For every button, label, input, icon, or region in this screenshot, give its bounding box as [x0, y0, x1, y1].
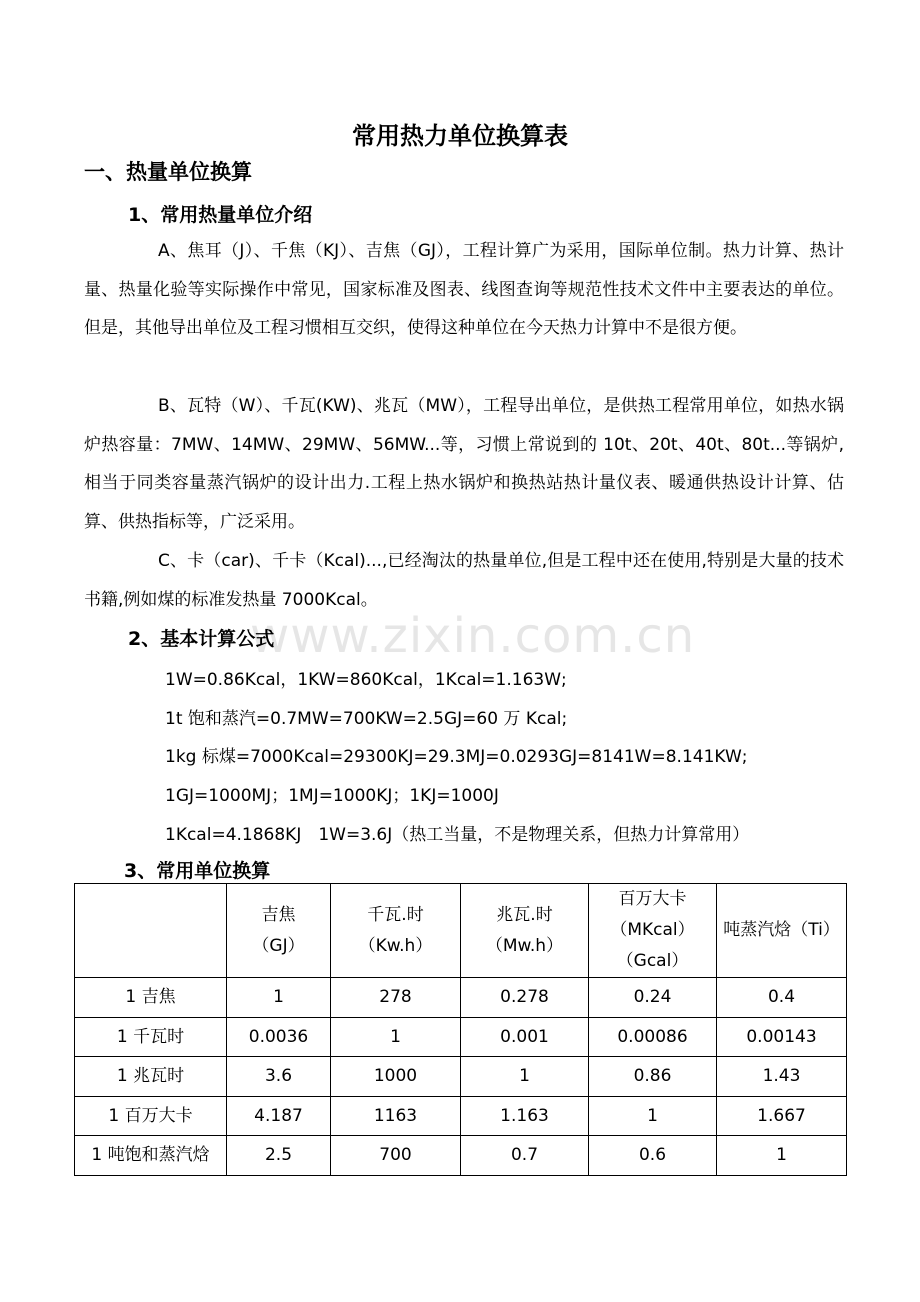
table-cell: 0.278: [461, 978, 589, 1018]
table-row-label: 1 兆瓦时: [75, 1057, 227, 1097]
subheading-formulas: 2、基本计算公式: [128, 628, 275, 650]
table-cell: 0.00143: [717, 1018, 847, 1057]
formula-line: 1kg 标煤=7000Kcal=29300KJ=29.3MJ=0.0293GJ=8141W=8.141KW;: [165, 747, 748, 767]
formula-line: 1Kcal=4.1868KJ 1W=3.6J（热工当量，不是物理关系，但热力计算常用）: [165, 825, 750, 845]
table-cell: 1: [589, 1097, 717, 1136]
table-cell: 0.0036: [227, 1018, 331, 1057]
table-cell: 700: [331, 1136, 461, 1176]
table-row: [75, 978, 847, 1018]
table-header-row: [75, 884, 847, 978]
unit-conversion-table: [74, 883, 847, 1176]
table-cell: 0.7: [461, 1136, 589, 1176]
paragraph-a: A、焦耳（J）、千焦（KJ）、吉焦（GJ），工程计算广为采用，国际单位制。热力计算、热计量、热量化验等实际操作中常见，国家标准及图表、线图查询等规范性技术文件中主要表达的单位。但是，其他导出单位及工程习惯相互交织，使得这种单位在今天热力计算中不是很方便。: [84, 241, 844, 338]
document-title: 常用热力单位换算表: [352, 122, 568, 150]
paragraph-c: C、卡（car)、千卡（Kcal)...,已经淘汰的热量单位,但是工程中还在使用,特别是大量的技术书籍,例如煤的标准发热量 7000Kcal。: [84, 551, 844, 610]
table-cell: 0.4: [717, 978, 847, 1018]
table-cell: 1163: [331, 1097, 461, 1136]
table-row: [75, 1018, 847, 1057]
table-cell: 0.86: [589, 1057, 717, 1097]
table-cell: 0.001: [461, 1018, 589, 1057]
subheading-conversion-table: 3、常用单位换算: [124, 860, 271, 882]
table-row: [75, 1097, 847, 1136]
table-row: [75, 1136, 847, 1176]
table-cell: 0.6: [589, 1136, 717, 1176]
table-header-cell: 吨蒸汽焓（Ti）: [717, 884, 847, 978]
formula-line: 1W=0.86Kcal，1KW=860Kcal，1Kcal=1.163W;: [165, 670, 567, 690]
formula-line: 1GJ=1000MJ；1MJ=1000KJ；1KJ=1000J: [165, 786, 499, 806]
table-header-cell-empty: [75, 884, 227, 978]
table-header-cell: 吉焦 （GJ）: [227, 884, 331, 978]
table-row-label: 1 吨饱和蒸汽焓: [75, 1136, 227, 1176]
table-cell: 2.5: [227, 1136, 331, 1176]
table-cell: 1.43: [717, 1057, 847, 1097]
table-cell: 1000: [331, 1057, 461, 1097]
table-row-label: 1 百万大卡: [75, 1097, 227, 1136]
table-cell: 278: [331, 978, 461, 1018]
watermark: www.zixin.com.cn: [250, 608, 696, 664]
table-cell: 0.00086: [589, 1018, 717, 1057]
table-cell: 0.24: [589, 978, 717, 1018]
table-cell: 4.187: [227, 1097, 331, 1136]
table-cell: 1.163: [461, 1097, 589, 1136]
table-header-cell: 兆瓦.时 （Mw.h）: [461, 884, 589, 978]
table-cell: 3.6: [227, 1057, 331, 1097]
table-row-label: 1 吉焦: [75, 978, 227, 1018]
table-cell: 1: [331, 1018, 461, 1057]
subheading-common-units: 1、常用热量单位介绍: [128, 204, 313, 226]
section-heading-heat-units: 一、热量单位换算: [84, 160, 252, 184]
table-row-label: 1 千瓦时: [75, 1018, 227, 1057]
table-header-cell: 百万大卡 （MKcal） （Gcal）: [589, 884, 717, 978]
table-cell: 1: [227, 978, 331, 1018]
table-header-cell: 千瓦.时 （Kw.h）: [331, 884, 461, 978]
formula-line: 1t 饱和蒸汽=0.7MW=700KW=2.5GJ=60 万 Kcal;: [165, 709, 568, 729]
table-cell: 1: [461, 1057, 589, 1097]
paragraph-b: B、瓦特（W）、千瓦(KW)、兆瓦（MW），工程导出单位，是供热工程常用单位，如热水锅炉热容量：7MW、14MW、29MW、56MW...等，习惯上常说到的 10t、20t、40t、80t...等锅炉,相当于同类容量蒸汽锅炉的设计出力.工程上热水锅炉和换热站热计量仪表、暖通供热设计计算、估算、供热指标等，广泛采用。: [84, 396, 844, 532]
table-cell: 1.667: [717, 1097, 847, 1136]
table-cell: 1: [717, 1136, 847, 1176]
table-row: [75, 1057, 847, 1097]
